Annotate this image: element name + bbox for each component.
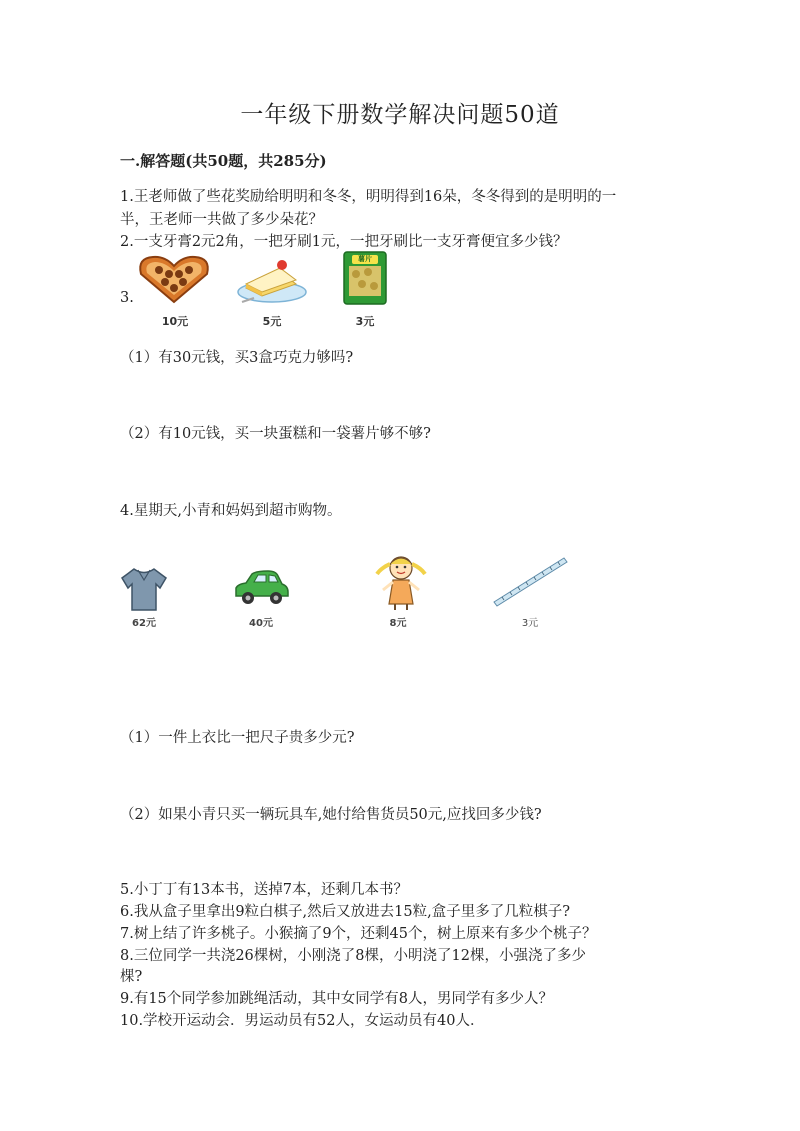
toy-car-image [232,568,290,608]
question-6: 6.我从盒子里拿出9粒白棋子,然后又放进去15粒,盒子里多了几粒棋子? [120,904,571,920]
page-title: 一年级下册数学解决问题50道 [240,102,560,128]
question-4-sub-1: （1）一件上衣比一把尺子贵多少元? [120,730,355,746]
chocolate-box-image [135,252,213,304]
price-label: 3元 [355,315,375,328]
question-8-line-1: 8.三位同学一共浇26棵树，小刚浇了8棵，小明浇了12棵，小强浇了多少 [120,948,586,964]
price-label: 5元 [262,315,282,328]
potato-chips-package-text: 薯片 [358,255,372,263]
shirt-image [118,566,170,612]
ruler-image [490,552,570,608]
question-5: 5.小丁丁有13本书，送掉7本，还剩几本书？ [120,882,409,898]
question-3-number: 3. [120,290,134,306]
section-heading: 一.解答题(共50题，共285分) [120,152,327,170]
cake-image [236,254,308,304]
question-3-sub-1: （1）有30元钱，买3盒巧克力够吗? [120,350,354,366]
question-10: 10.学校开运动会．男运动员有52人，女运动员有40人． [120,1013,485,1029]
question-1-line-2: 半，王老师一共做了多少朵花？ [120,212,323,228]
price-label: 40元 [249,618,273,629]
question-1-line-1: 1.王老师做了些花奖励给明明和冬冬，明明得到16朵，冬冬得到的是明明的一 [120,189,617,205]
price-label: 10元 [161,315,189,328]
price-label: 3元 [521,618,539,629]
question-2: 2.一支牙膏2元2角，一把牙刷1元，一把牙刷比一支牙膏便宜多少钱？ [120,234,568,250]
question-7: 7.树上结了许多桃子。小猴摘了9个，还剩45个，树上原来有多少个桃子？ [120,926,597,942]
question-4-sub-2: （2）如果小青只买一辆玩具车,她付给售货员50元,应找回多少钱? [120,807,542,823]
question-4: 4.星期天,小青和妈妈到超市购物。 [120,503,342,519]
question-8-line-2: 棵? [120,969,143,985]
question-9: 9.有15个同学参加跳绳活动，其中女同学有8人，男同学有多少人？ [120,991,554,1007]
price-label: 8元 [389,618,407,629]
question-3-sub-2: （2）有10元钱，买一块蛋糕和一袋薯片够不够? [120,426,431,442]
doll-image [373,552,429,612]
price-label: 62元 [132,618,156,629]
